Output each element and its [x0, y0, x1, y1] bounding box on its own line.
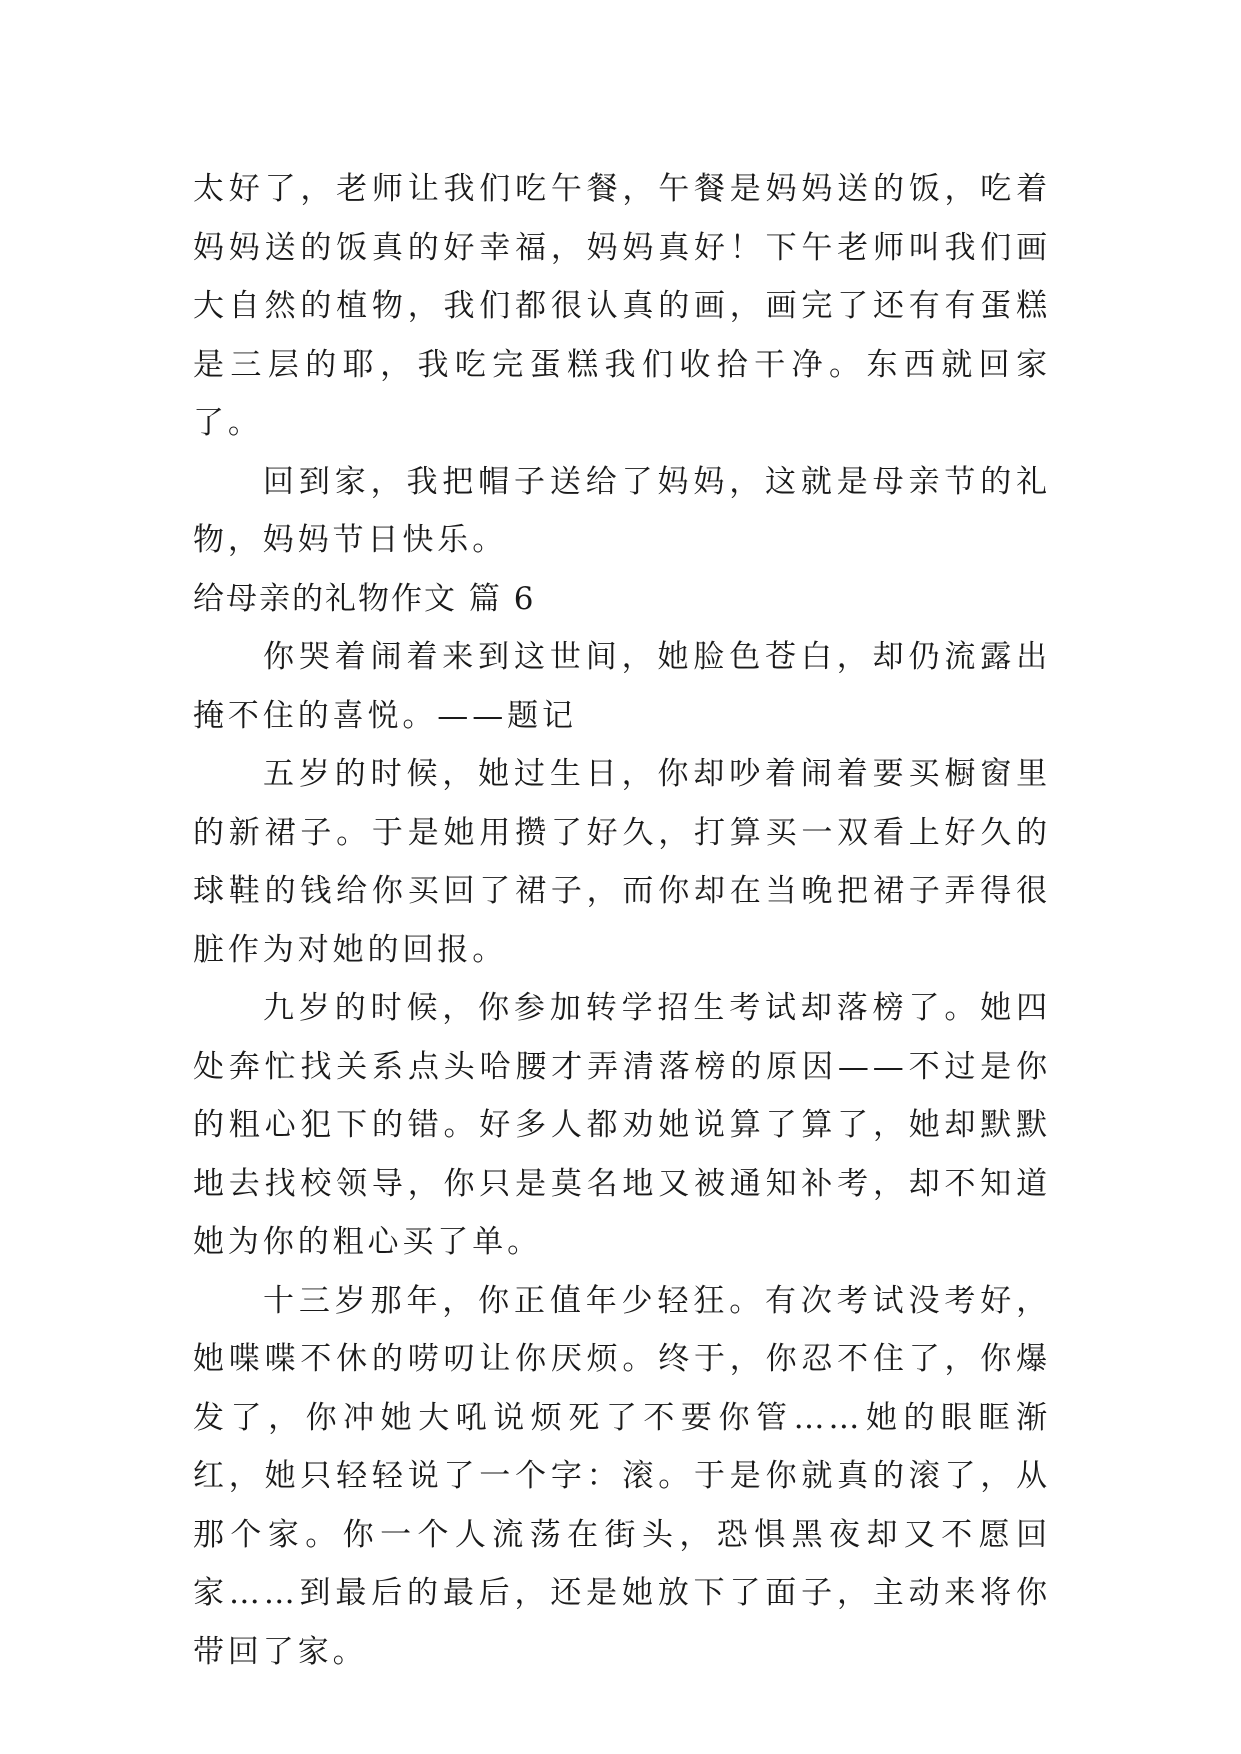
paragraph-age-nine: 九岁的时候，你参加转学招生考试却落榜了。她四处奔忙找关系点头哈腰才弄清落榜的原因——不过是你的粗心犯下的错。好多人都劝她说算了算了，她却默默地去找校领导，你只是莫名地又被通知补考，却不知道她为你的粗心买了单。: [193, 990, 1051, 1260]
paragraph-age-thirteen: 十三岁那年，你正值年少轻狂。有次考试没考好，她喋喋不休的唠叨让你厌烦。终于，你忍不住了，你爆发了，你冲她大吼说烦死了不要你管……她的眼眶渐红，她只轻轻说了一个字：滚。于是你就真的滚了，从那个家。你一个人流荡在街头，恐惧黑夜却又不愿回家……到最后的最后，还是她放下了面子，主动来将你带回了家。: [193, 1282, 1051, 1670]
document-body: [193, 160, 1051, 1681]
paragraph-gift-hat: 回到家，我把帽子送给了妈妈，这就是母亲节的礼物，妈妈节日快乐。: [193, 463, 1051, 558]
paragraph-age-five: 五岁的时候，她过生日，你却吵着闹着要买橱窗里的新裙子。于是她用攒了好久，打算买一双看上好久的球鞋的钱给你买回了裙子，而你却在当晚把裙子弄得很脏作为对她的回报。: [193, 756, 1051, 968]
paragraph-lunch: 太好了，老师让我们吃午餐，午餐是妈妈送的饭，吃着妈妈送的饭真的好幸福，妈妈真好！下午老师叫我们画大自然的植物，我们都很认真的画，画完了还有有蛋糕是三层的耶，我吃完蛋糕我们收拾干净。东西就回家了。: [193, 171, 1051, 441]
section-title: 给母亲的礼物作文 篇 6: [193, 580, 536, 617]
paragraph-epigraph: 你哭着闹着来到这世间，她脸色苍白，却仍流露出掩不住的喜悦。——题记: [193, 639, 1051, 734]
